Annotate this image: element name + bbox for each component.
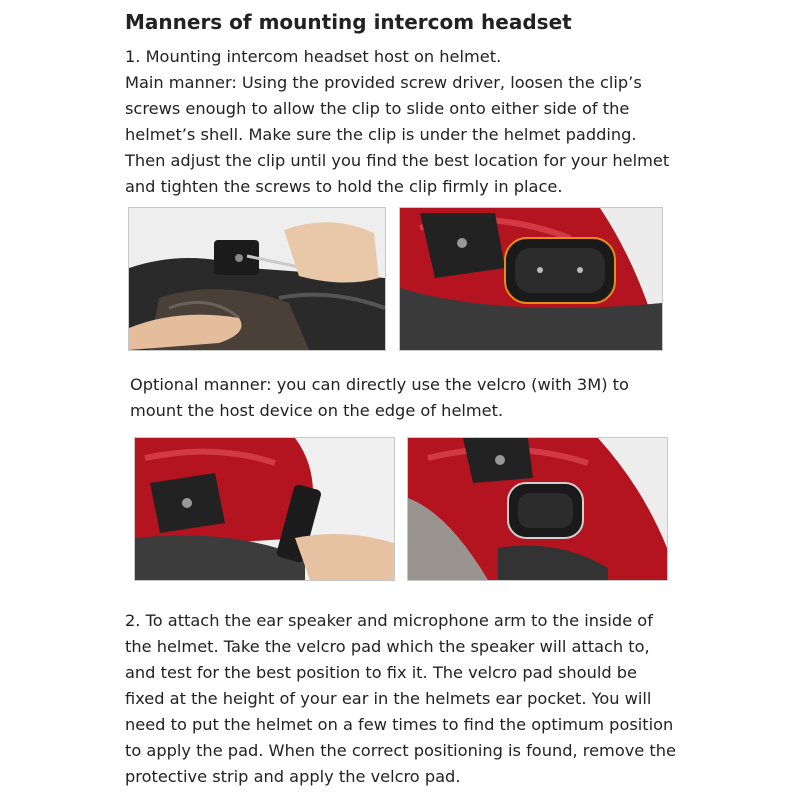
optional-manner-label: Optional manner:	[130, 375, 272, 394]
photo-host-on-clip	[399, 207, 663, 351]
main-manner-line-1: Main manner: Using the provided screw driver, loosen the clip’s	[125, 73, 642, 92]
optional-paragraph	[130, 372, 629, 424]
optional-line-1: Optional manner: you can directly use the velcro (with 3M) to	[130, 375, 629, 394]
step2-line-1: 2. To attach the ear speaker and microphone arm to the inside of	[125, 611, 653, 630]
photo-velcro-attach	[134, 437, 395, 581]
optional-line-2: mount the host device on the edge of helmet.	[130, 401, 504, 420]
step2-line-4: fixed at the height of your ear in the helmets ear pocket. You will	[125, 689, 652, 708]
photo-clip-screwdriver	[128, 207, 386, 351]
step2-line-2: the helmet. Take the velcro pad which the speaker will attach to,	[125, 637, 650, 656]
main-manner-line-2: screws enough to allow the clip to slide onto either side of the	[125, 99, 630, 118]
main-manner-line-3: helmet’s shell. Make sure the clip is under the helmet padding.	[125, 125, 637, 144]
step1-heading: 1. Mounting intercom headset host on helmet.	[125, 47, 502, 66]
step2-line-3: and test for the best position to fix it. The velcro pad should be	[125, 663, 637, 682]
step2-paragraph	[125, 608, 676, 790]
step1-paragraph	[125, 44, 669, 200]
main-manner-label: Main manner:	[125, 73, 237, 92]
page-title: Manners of mounting intercom headset	[125, 10, 572, 34]
step2-line-7: protective strip and apply the velcro pad.	[125, 767, 461, 786]
step2-line-5: need to put the helmet on a few times to find the optimum position	[125, 715, 674, 734]
step2-line-6: to apply the pad. When the correct positioning is found, remove the	[125, 741, 676, 760]
photo-host-on-velcro	[407, 437, 668, 581]
main-manner-line-5: and tighten the screws to hold the clip firmly in place.	[125, 177, 563, 196]
main-manner-line-4: Then adjust the clip until you find the best location for your helmet	[125, 151, 670, 170]
